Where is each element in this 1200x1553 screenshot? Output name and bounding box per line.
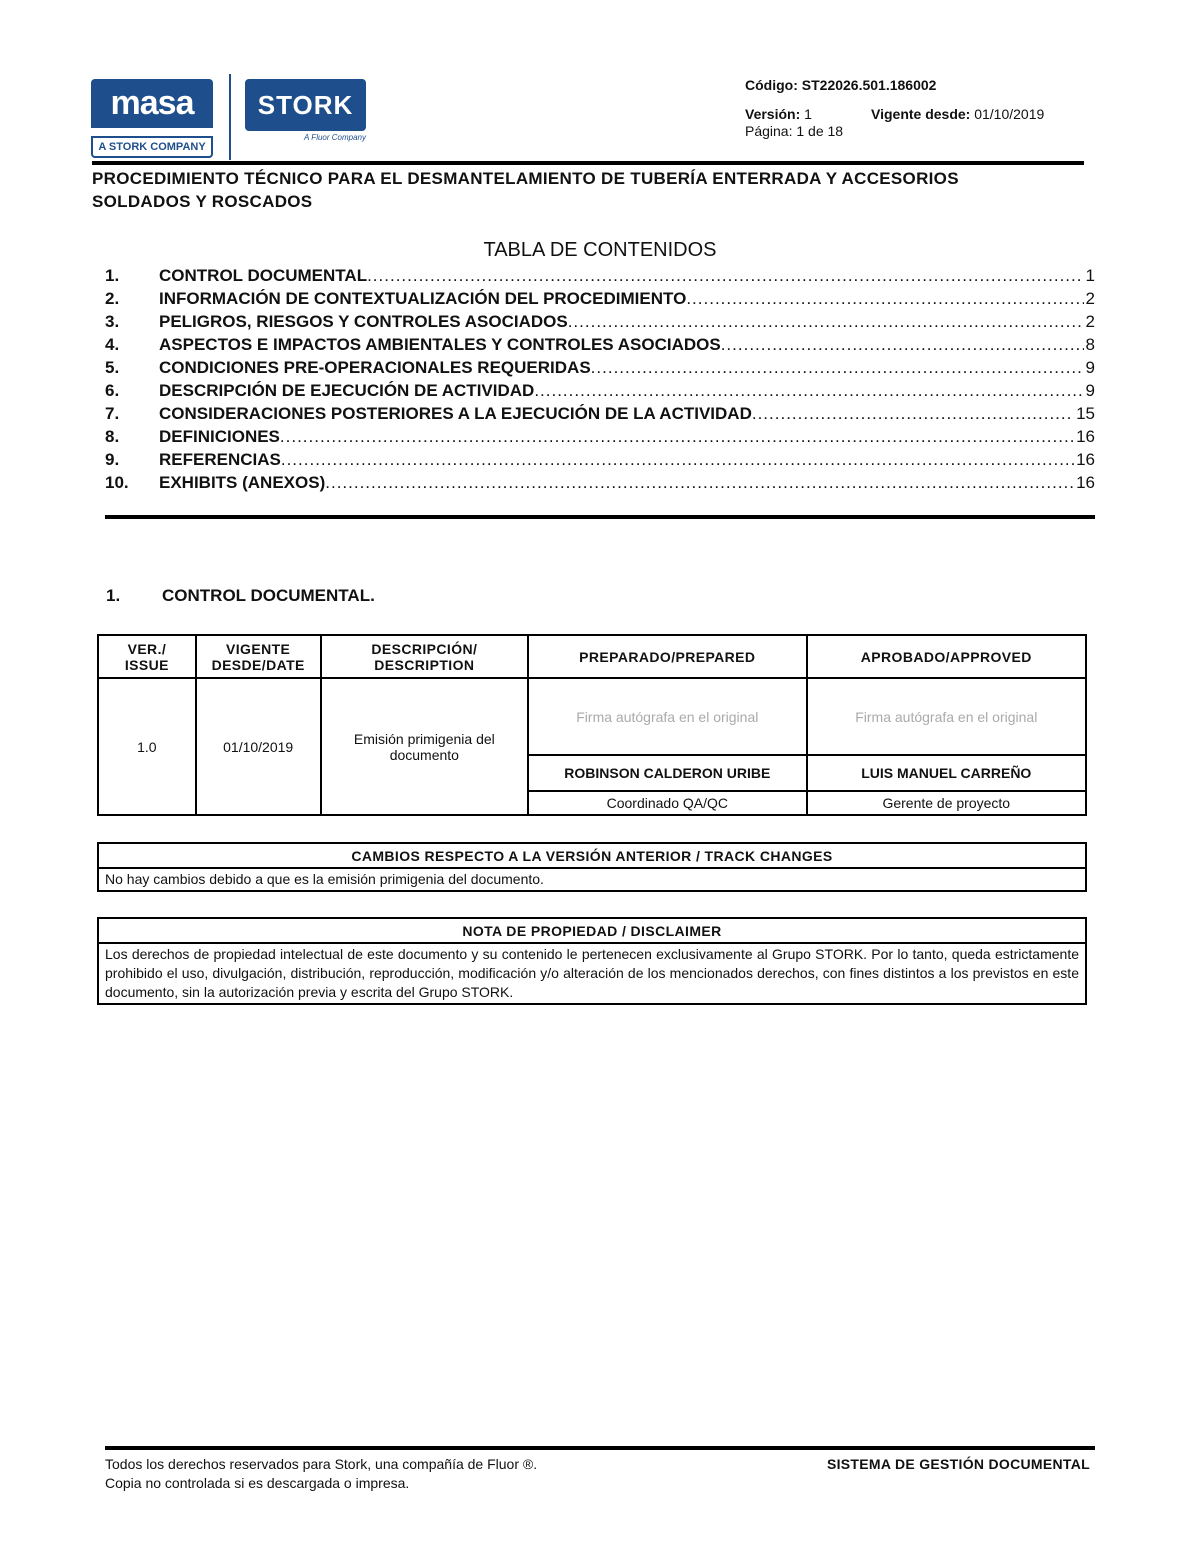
toc-item-page: 9 bbox=[1085, 381, 1095, 400]
toc-item[interactable] bbox=[105, 450, 1095, 473]
prepared-name: ROBINSON CALDERON URIBE bbox=[528, 755, 806, 791]
document-title-line-1: PROCEDIMIENTO TÉCNICO PARA EL DESMANTELAMIENTO DE TUBERÍA ENTERRADA Y ACCESORIOS bbox=[92, 169, 959, 188]
header-version bbox=[98, 635, 196, 678]
signature-prepared: Firma autógrafa en el original bbox=[528, 678, 806, 755]
header-prepared: PREPARADO/PREPARED bbox=[528, 635, 806, 678]
disclaimer-table bbox=[97, 917, 1087, 1005]
section-heading bbox=[106, 586, 375, 606]
track-changes-text: No hay cambios debido a que es la emisión primigenia del documento. bbox=[98, 868, 1086, 891]
toc-item-number: 9. bbox=[105, 450, 120, 469]
codigo-label: Código: bbox=[745, 77, 798, 93]
footer-line-2: Copia no controlada si es descargada o impresa. bbox=[105, 1475, 410, 1491]
header-version-line1: VER./ bbox=[127, 640, 167, 657]
toc-item-number: 10. bbox=[105, 473, 129, 492]
toc-item-page: 16 bbox=[1076, 427, 1095, 446]
header-date bbox=[196, 635, 321, 678]
toc-item-label: CONDICIONES PRE-OPERACIONALES REQUERIDAS bbox=[159, 358, 591, 377]
approved-role: Gerente de proyecto bbox=[807, 791, 1086, 815]
toc-dot-leader bbox=[686, 289, 1083, 309]
toc-item-number: 1. bbox=[105, 266, 120, 285]
footer-notice bbox=[105, 1455, 537, 1493]
version-label: Versión: bbox=[745, 106, 801, 122]
toc-item-page: 15 bbox=[1076, 404, 1095, 423]
toc-dot-leader bbox=[568, 312, 1084, 332]
table-of-contents bbox=[105, 266, 1095, 496]
track-changes-header: CAMBIOS RESPECTO A LA VERSIÓN ANTERIOR / TRACK CHANGES bbox=[98, 843, 1086, 868]
toc-item-number: 8. bbox=[105, 427, 120, 446]
toc-rule bbox=[105, 515, 1095, 519]
toc-dot-leader bbox=[281, 450, 1074, 470]
control-table-header bbox=[98, 635, 1086, 678]
toc-item-number: 2. bbox=[105, 289, 120, 308]
header-version-line2: ISSUE bbox=[124, 656, 169, 673]
document-title-line-2: SOLDADOS Y ROSCADOS bbox=[92, 192, 313, 211]
approved-name: LUIS MANUEL CARREÑO bbox=[807, 755, 1086, 791]
toc-item-page: 2 bbox=[1085, 312, 1095, 331]
toc-item[interactable] bbox=[105, 289, 1095, 312]
toc-item[interactable] bbox=[105, 312, 1095, 335]
toc-item[interactable] bbox=[105, 358, 1095, 381]
toc-item-label: CONSIDERACIONES POSTERIORES A LA EJECUCIÓN DE LA ACTIVIDAD bbox=[159, 404, 752, 423]
vigente-value: 01/10/2019 bbox=[974, 106, 1045, 122]
disclaimer-header: NOTA DE PROPIEDAD / DISCLAIMER bbox=[98, 918, 1086, 943]
toc-item[interactable] bbox=[105, 404, 1095, 427]
toc-dot-leader bbox=[280, 427, 1074, 447]
header-approved: APROBADO/APPROVED bbox=[807, 635, 1086, 678]
toc-dot-leader bbox=[534, 381, 1083, 401]
toc-item[interactable] bbox=[105, 473, 1095, 496]
footer-rule bbox=[105, 1446, 1095, 1450]
toc-item-label: REFERENCIAS bbox=[159, 450, 281, 469]
toc-item-number: 4. bbox=[105, 335, 120, 354]
toc-item-number: 6. bbox=[105, 381, 120, 400]
toc-heading: TABLA DE CONTENIDOS bbox=[483, 239, 717, 261]
codigo-value: ST22026.501.186002 bbox=[801, 77, 937, 93]
toc-item-label: ASPECTOS E IMPACTOS AMBIENTALES Y CONTROLES ASOCIADOS bbox=[159, 335, 721, 354]
document-version bbox=[745, 106, 812, 122]
cell-description bbox=[321, 678, 528, 815]
toc-item-label: DESCRIPCIÓN DE EJECUCIÓN DE ACTIVIDAD bbox=[159, 381, 535, 400]
document-effective-date bbox=[871, 106, 1044, 122]
cell-version: 1.0 bbox=[98, 678, 196, 815]
page-number: Página: 1 de 18 bbox=[745, 123, 844, 139]
toc-dot-leader bbox=[721, 335, 1084, 355]
toc-item[interactable] bbox=[105, 266, 1095, 289]
signature-approved: Firma autógrafa en el original bbox=[807, 678, 1086, 755]
stork-logo bbox=[245, 79, 366, 145]
toc-item[interactable] bbox=[105, 381, 1095, 404]
masa-logo bbox=[91, 79, 213, 159]
toc-item-label: INFORMACIÓN DE CONTEXTUALIZACIÓN DEL PROCEDIMIENTO bbox=[159, 289, 687, 308]
toc-item-page: 8 bbox=[1085, 335, 1095, 354]
toc-item-page: 9 bbox=[1085, 358, 1095, 377]
cell-date: 01/10/2019 bbox=[196, 678, 321, 815]
header-description bbox=[321, 635, 528, 678]
toc-dot-leader bbox=[591, 358, 1084, 378]
table-row bbox=[98, 678, 1086, 755]
logo-divider bbox=[229, 74, 231, 160]
toc-item-label: DEFINICIONES bbox=[159, 427, 280, 446]
footer-system-name: SISTEMA DE GESTIÓN DOCUMENTAL bbox=[826, 1456, 1090, 1472]
section-number: 1. bbox=[106, 586, 121, 605]
toc-item-page: 16 bbox=[1076, 450, 1095, 469]
masa-logo-text: masa bbox=[91, 79, 213, 128]
toc-item-number: 7. bbox=[105, 404, 120, 423]
header-rule bbox=[92, 161, 1084, 165]
toc-dot-leader bbox=[325, 473, 1074, 493]
toc-item-page: 1 bbox=[1085, 266, 1095, 285]
header-description-line1: DESCRIPCIÓN/ bbox=[371, 640, 478, 657]
track-changes-table bbox=[97, 842, 1087, 892]
footer-line-1: Todos los derechos reservados para Stork, una compañía de Fluor ®. bbox=[105, 1456, 538, 1472]
toc-item-page: 2 bbox=[1085, 289, 1095, 308]
stork-logo-text: STORK bbox=[245, 79, 366, 131]
version-value: 1 bbox=[804, 106, 812, 122]
disclaimer-text: Los derechos de propiedad intelectual de este documento y su contenido le pertenecen exclusivamente al Grupo STORK. Por lo tanto, queda estrictamente prohibido el uso, divulgación, distribución, reproducción, modificación y/o alteración de los mencionados derechos, con fines distintos a los previstos en este documento, sin la autorización previa y escrita del Grupo STORK. bbox=[98, 943, 1086, 1004]
toc-dot-leader bbox=[367, 266, 1083, 286]
toc-item[interactable] bbox=[105, 427, 1095, 450]
control-table bbox=[97, 634, 1087, 816]
toc-item-number: 3. bbox=[105, 312, 120, 331]
masa-logo-subtitle: A STORK COMPANY bbox=[91, 136, 213, 158]
description-line2: documento bbox=[389, 746, 459, 763]
section-title: CONTROL DOCUMENTAL. bbox=[162, 586, 375, 605]
document-title bbox=[92, 167, 1092, 213]
description-line1: Emisión primigenia del bbox=[353, 730, 495, 747]
toc-item-label: EXHIBITS (ANEXOS) bbox=[159, 473, 326, 492]
toc-item-label: PELIGROS, RIESGOS Y CONTROLES ASOCIADOS bbox=[159, 312, 568, 331]
toc-item-label: CONTROL DOCUMENTAL bbox=[159, 266, 368, 285]
vigente-label: Vigente desde: bbox=[871, 106, 971, 122]
header-date-line1: VIGENTE bbox=[226, 640, 291, 657]
toc-item[interactable] bbox=[105, 335, 1095, 358]
header-description-line2: DESCRIPTION bbox=[374, 656, 475, 673]
stork-logo-subtitle: A Fluor Company bbox=[304, 133, 366, 142]
document-code bbox=[745, 77, 936, 93]
prepared-role: Coordinado QA/QC bbox=[528, 791, 806, 815]
toc-item-page: 16 bbox=[1076, 473, 1095, 492]
header-date-line2: DESDE/DATE bbox=[211, 656, 305, 673]
toc-item-number: 5. bbox=[105, 358, 120, 377]
toc-dot-leader bbox=[752, 404, 1074, 424]
